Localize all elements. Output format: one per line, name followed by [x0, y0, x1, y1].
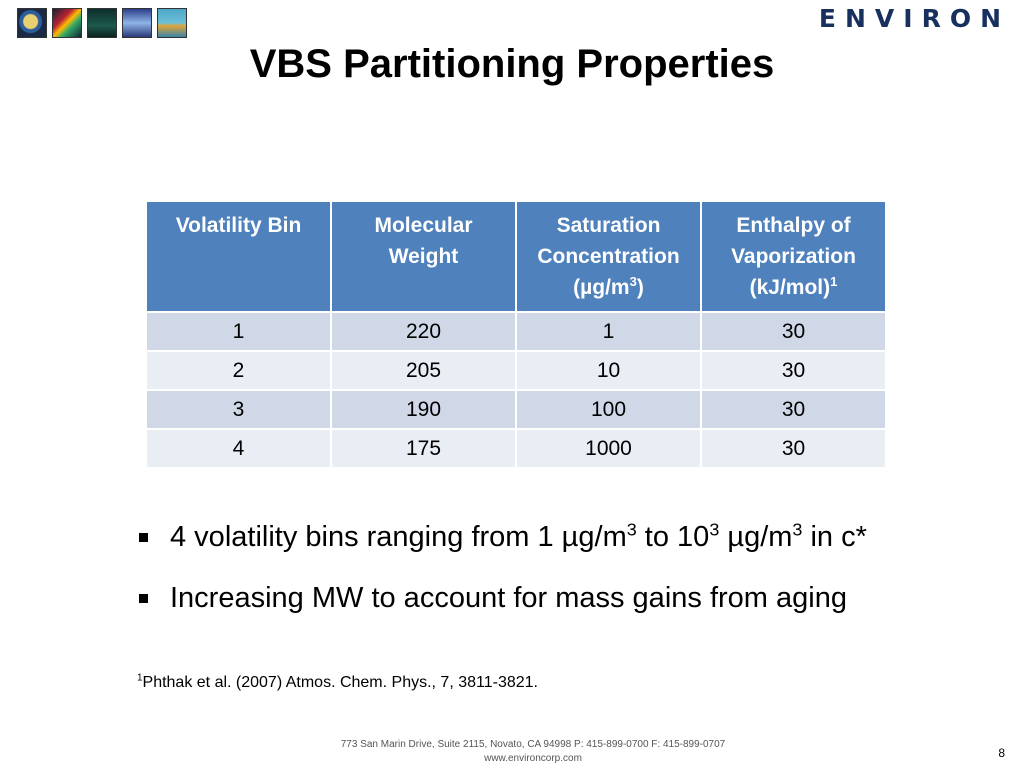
header-thumbnails	[17, 8, 187, 38]
bullet-text: 4 volatility bins ranging from 1 $\mu g/m^3$ to $10^3$ $\mu g/m^3$ in c*	[170, 518, 867, 553]
header-volatility-bin: Volatility Bin	[146, 201, 331, 312]
header-saturation-concentration: Saturation Concentration $(\mu g/m^3)$	[516, 201, 701, 312]
vbs-properties-table	[145, 200, 887, 469]
header-enthalpy-of-vaporization: Enthalpy of Vaporization $(kJ/mol)^1$	[701, 201, 886, 312]
table-cell: 1000	[516, 429, 701, 468]
table-cell: 10	[516, 351, 701, 390]
table-header-row	[146, 201, 886, 312]
citation-footnote: $^1$Phthak et al. (2007) Atmos. Chem. Phys., 7, 3811-3821.	[137, 672, 538, 691]
footer-address: 773 San Marin Drive, Suite 2115, Novato, CA 94998 P: 415-899-0700 F: 415-899-0707 www.environcorp.com	[0, 738, 1024, 766]
square-bullet-icon	[139, 533, 148, 542]
table-cell: 30	[701, 390, 886, 429]
table-cell: 175	[331, 429, 516, 468]
table-cell: 100	[516, 390, 701, 429]
table-cell: 190	[331, 390, 516, 429]
table-cell: 205	[331, 351, 516, 390]
table-row	[146, 312, 886, 351]
footer-website: www.environcorp.com	[484, 753, 582, 764]
table-cell: 1	[146, 312, 331, 351]
table-cell: 2	[146, 351, 331, 390]
bullet-text: Increasing MW to account for mass gains from aging	[170, 581, 847, 614]
bullet-item-volatility-bins	[133, 515, 867, 559]
slide-title: VBS Partitioning Properties	[249, 42, 775, 86]
table-cell: 30	[701, 429, 886, 468]
forest-thumbnail-icon	[87, 8, 117, 38]
table-row	[146, 390, 886, 429]
table-cell: 1	[516, 312, 701, 351]
table-cell: 220	[331, 312, 516, 351]
globe-thumbnail-icon	[17, 8, 47, 38]
dna-thumbnail-icon	[52, 8, 82, 38]
table-row	[146, 429, 886, 468]
header-molecular-weight: Molecular Weight	[331, 201, 516, 312]
bullet-list	[133, 515, 867, 637]
balloon-thumbnail-icon	[157, 8, 187, 38]
table-cell: 3	[146, 390, 331, 429]
bullet-item-molecular-weight	[133, 576, 867, 620]
water-thumbnail-icon	[122, 8, 152, 38]
page-number: 8	[998, 746, 1005, 760]
table-row	[146, 351, 886, 390]
table-cell: 30	[701, 312, 886, 351]
square-bullet-icon	[139, 594, 148, 603]
table-cell: 4	[146, 429, 331, 468]
environ-logo: ENVIRON	[818, 4, 1010, 33]
table-cell: 30	[701, 351, 886, 390]
